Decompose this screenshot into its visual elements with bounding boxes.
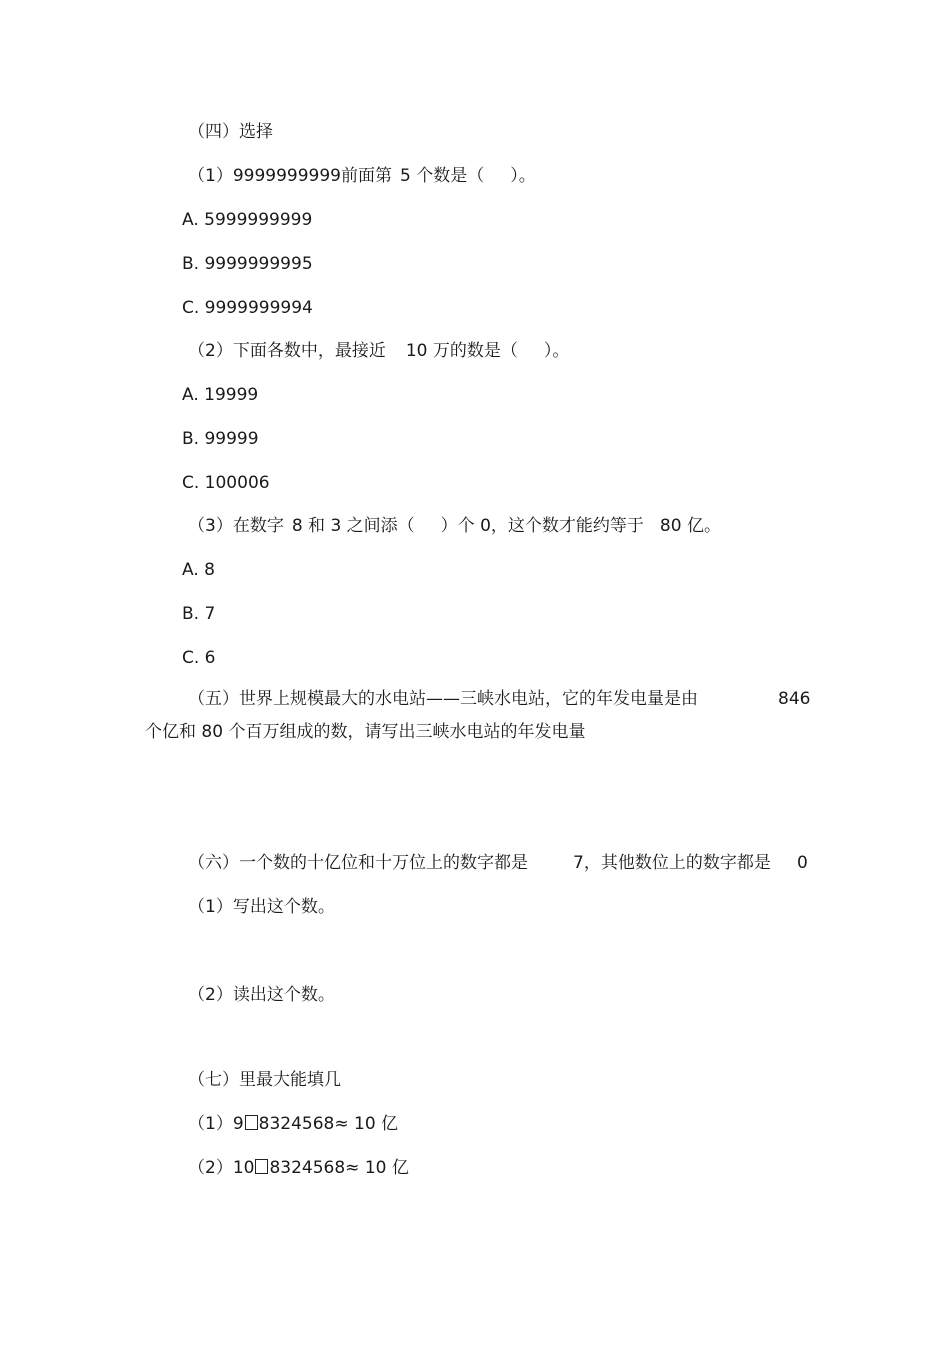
question-2-option-a: A. 19999 <box>182 385 259 405</box>
section-5-line-2: 个亿和 80 个百万组成的数，请写出三峡水电站的年发电量 <box>145 722 586 742</box>
section-7-question-1 <box>188 1114 398 1134</box>
question-1-stem-part-a: （1）9999999999前面第 <box>188 166 392 186</box>
question-1-option-c: C. 9999999994 <box>182 298 313 318</box>
question-1-stem <box>188 166 536 186</box>
section-7-question-2-prefix: （2）10 <box>188 1158 255 1178</box>
question-3-stem-part-d: 80 亿。 <box>659 516 721 536</box>
section-5-line-1-number: 846 <box>778 689 811 709</box>
section-7-title: （七）里最大能填几 <box>188 1070 341 1090</box>
section-6-question-2: （2）读出这个数。 <box>188 985 335 1005</box>
question-3-stem-part-b: 8 和 3 之间添（ <box>291 516 415 536</box>
question-3-stem-part-c: ）个 0，这个数才能约等于 <box>440 516 644 536</box>
question-3-option-a: A. 8 <box>182 560 215 580</box>
question-3-option-c: C. 6 <box>182 648 216 668</box>
question-1-stem-part-b: 5 个数是（ <box>399 166 485 186</box>
section-6-title-a: （六）一个数的十亿位和十万位上的数字都是 <box>188 853 528 873</box>
question-3-option-b: B. 7 <box>182 604 216 624</box>
section-5-line-1: （五）世界上规模最大的水电站——三峡水电站，它的年发电量是由 <box>188 689 698 709</box>
section-7-question-2-suffix: 8324568≈ 10 亿 <box>269 1158 409 1178</box>
section-7-question-1-prefix: （1）9 <box>188 1114 244 1134</box>
question-2-stem-part-b: 10 万的数是（ <box>405 341 518 361</box>
question-2-stem <box>188 341 569 361</box>
blank-box-icon <box>245 1115 258 1130</box>
question-2-option-b: B. 99999 <box>182 429 259 449</box>
question-2-stem-part-a: （2）下面各数中，最接近 <box>188 341 386 361</box>
question-1-option-b: B. 9999999995 <box>182 254 313 274</box>
question-3-stem <box>188 516 721 536</box>
section-6-question-1: （1）写出这个数。 <box>188 897 335 917</box>
question-1-option-a: A. 5999999999 <box>182 210 313 230</box>
question-2-option-c: C. 100006 <box>182 473 270 493</box>
section-7-question-1-suffix: 8324568≈ 10 亿 <box>258 1114 399 1134</box>
section-7-question-2 <box>188 1158 409 1178</box>
question-3-stem-part-a: （3）在数字 <box>188 516 284 536</box>
question-1-stem-part-c: ）。 <box>510 166 536 186</box>
section-6-title-c: 0 <box>797 853 808 873</box>
section-6-title-b: 7，其他数位上的数字都是 <box>573 853 771 873</box>
section-4-title: （四）选择 <box>188 122 273 142</box>
blank-box-icon <box>255 1159 268 1174</box>
question-2-stem-part-c: ）。 <box>543 341 570 361</box>
